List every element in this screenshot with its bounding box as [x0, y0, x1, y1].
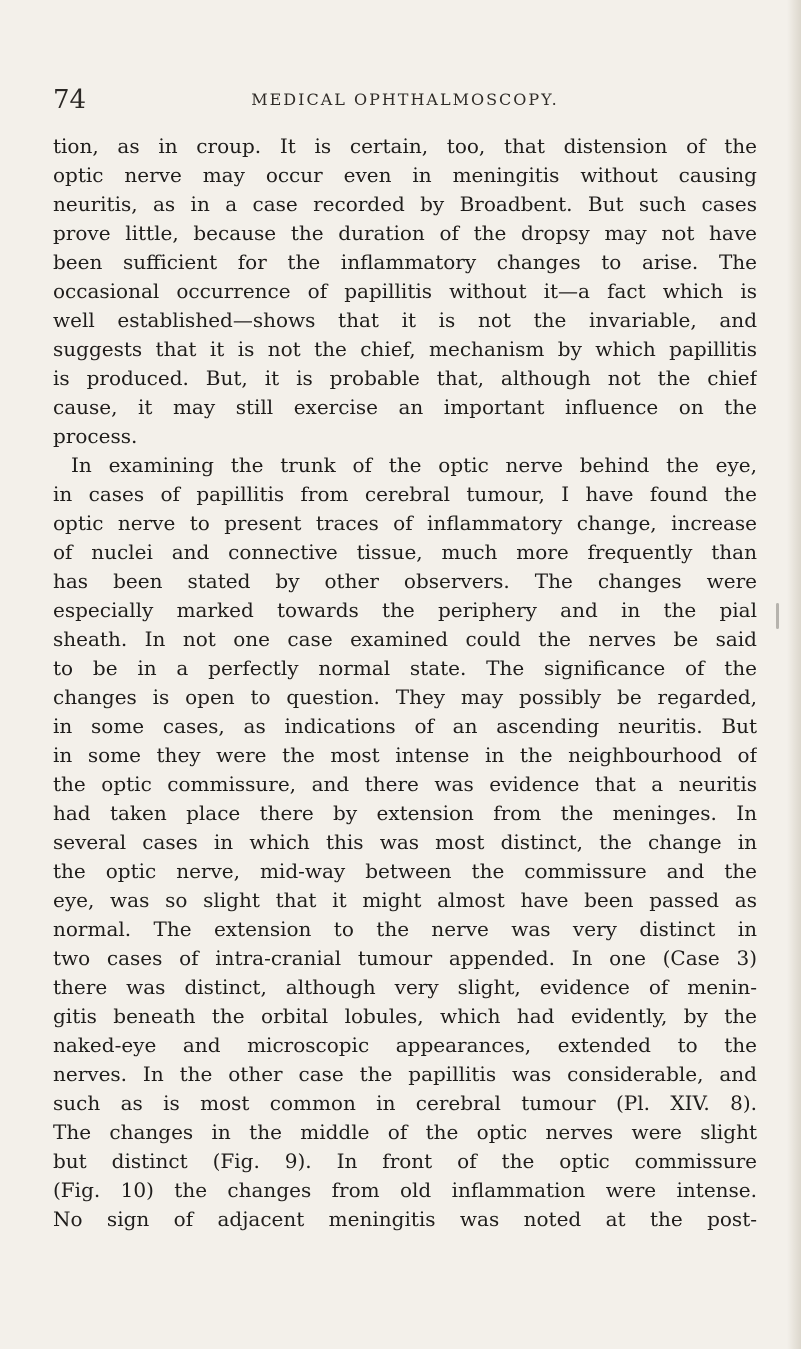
text-line: prove little, because the duration of the dropsy may not have	[53, 221, 757, 245]
text-line: No sign of adjacent meningitis was noted at the post-	[53, 1207, 757, 1231]
text-line: In examining the trunk of the optic nerve behind the eye,	[71, 453, 757, 477]
text-line: several cases in which this was most distinct, the change in	[53, 830, 757, 854]
text-line: in cases of papillitis from cerebral tumour, I have found the	[53, 482, 757, 506]
text-line: the optic nerve, mid-way between the commissure and the	[53, 859, 757, 883]
text-line: suggests that it is not the chief, mechanism by which papillitis	[53, 337, 757, 361]
text-line: eye, was so slight that it might almost have been passed as	[53, 888, 757, 912]
text-line: normal. The extension to the nerve was very distinct in	[53, 917, 757, 941]
text-line: occasional occurrence of papillitis without it—a fact which is	[53, 279, 757, 303]
body-text	[53, 132, 757, 1234]
text-line: naked-eye and microscopic appearances, extended to the	[53, 1033, 757, 1057]
paper-speck	[776, 603, 779, 629]
text-line: is produced. But, it is probable that, although not the chief	[53, 366, 757, 390]
text-line: gitis beneath the orbital lobules, which had evidently, by the	[53, 1004, 757, 1028]
text-line: (Fig. 10) the changes from old inflammation were intense.	[53, 1178, 757, 1202]
text-line: but distinct (Fig. 9). In front of the optic commissure	[53, 1149, 757, 1173]
text-line: sheath. In not one case examined could the nerves be said	[53, 627, 757, 651]
paragraph-2	[53, 451, 757, 1234]
text-line: in some cases, as indications of an ascending neuritis. But	[53, 714, 757, 738]
text-line: changes is open to question. They may possibly be regarded,	[53, 685, 757, 709]
text-line: has been stated by other observers. The changes were	[53, 569, 757, 593]
text-line: had taken place there by extension from the meninges. In	[53, 801, 757, 825]
text-line: neuritis, as in a case recorded by Broadbent. But such cases	[53, 192, 757, 216]
text-line: nerves. In the other case the papillitis was considerable, and	[53, 1062, 757, 1086]
text-line: two cases of intra-cranial tumour appended. In one (Case 3)	[53, 946, 757, 970]
text-line: in some they were the most intense in the neighbourhood of	[53, 743, 757, 767]
text-line: of nuclei and connective tissue, much more frequently than	[53, 540, 757, 564]
text-line: cause, it may still exercise an important influence on the	[53, 395, 757, 419]
text-line: such as is most common in cerebral tumour (Pl. XIV. 8).	[53, 1091, 757, 1115]
paragraph-1	[53, 132, 757, 451]
text-line: tion, as in croup. It is certain, too, that distension of the	[53, 134, 757, 158]
text-line: the optic commissure, and there was evidence that a neuritis	[53, 772, 757, 796]
text-line: to be in a perfectly normal state. The significance of the	[53, 656, 757, 680]
text-line: well established—shows that it is not the invariable, and	[53, 308, 757, 332]
text-line: optic nerve to present traces of inflammatory change, increase	[53, 511, 757, 535]
text-line: especially marked towards the periphery and in the pial	[53, 598, 757, 622]
text-line: been sufficient for the inflammatory changes to arise. The	[53, 250, 757, 274]
text-line: The changes in the middle of the optic nerves were slight	[53, 1120, 757, 1144]
running-head: MEDICAL OPHTHALMOSCOPY.	[251, 90, 559, 109]
text-line: optic nerve may occur even in meningitis without causing	[53, 163, 757, 187]
page-edge-shadow	[787, 0, 801, 1349]
text-line: there was distinct, although very slight, evidence of menin-	[53, 975, 757, 999]
page-number: 74	[53, 85, 87, 115]
text-line: process.	[53, 424, 138, 448]
page-header	[53, 83, 757, 117]
